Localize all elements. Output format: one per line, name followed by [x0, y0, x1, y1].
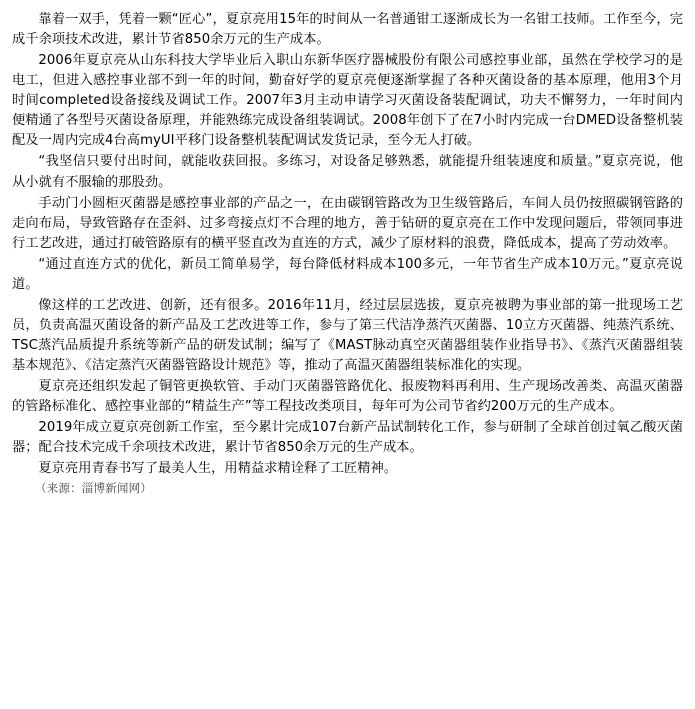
- article-paragraph: 像这样的工艺改进、创新，还有很多。2016年11月，经过层层选拔，夏京亮被聘为事业部的第一批现场工艺员，负责高温灭菌设备的新产品及工艺改进等工作，参与了第三代洁净蒸汽灭菌器、10立方灭菌器、纯蒸汽系统、TSC蒸汽品质提升系统等新产品的研发试制；编写了《MAST脉动真空灭菌器组装作业指导书》、《蒸汽灭菌器组装基本规范》、《洁定蒸汽灭菌器管路设计规范》等，推动了高温灭菌器组装标准化的实现。: [12, 297, 683, 374]
- article-paragraph: 手动门小圆柜灭菌器是感控事业部的产品之一，在由碳钢管路改为卫生级管路后，车间人员仍按照碳钢管路的走向布局，导致管路存在歪斜、过多弯接点灯不合理的地方，善于钻研的夏京亮在工作中发现问题后，带领同事进行工艺改进，通过打破管路原有的横平竖直改为直连的方式，减少了原材料的浪费，降低成本，提高了劳动效率。: [12, 195, 683, 251]
- article-paragraph: 靠着一双手，凭着一颗“匠心”，夏京亮用15年的时间从一名普通钳工逐渐成长为一名钳工技师。工作至今，完成千余项技术改进，累计节省850余万元的生产成本。: [12, 12, 683, 48]
- article-body: [12, 10, 683, 498]
- article-paragraph: 2019年成立夏京亮创新工作室，至今累计完成107台新产品试制转化工作，参与研制了全球首创过氧乙酸灭菌器；配合技术完成千余项技术改进，累计节省850余万元的生产成本。: [12, 420, 683, 456]
- article-source: （来源：淄博新闻网）: [35, 481, 152, 496]
- article-paragraph: “通过直连方式的优化，新员工简单易学，每台降低材料成本100多元，一年节省生产成本10万元。”夏京亮说道。: [12, 256, 683, 292]
- article-paragraph: 夏京亮用青春书写了最美人生，用精益求精诠释了工匠精神。: [38, 461, 398, 477]
- article-paragraph: 夏京亮还组织发起了铜管更换软管、手动门灭菌器管路优化、报废物料再利用、生产现场改善类、高温灭菌器的管路标准化、感控事业部的“精益生产”等工程技改类项目，每年可为公司节省约200万元的生产成本。: [12, 379, 683, 415]
- article-paragraph: “我坚信只要付出时间，就能收获回报。多练习，对设备足够熟悉，就能提升组装速度和质量。”夏京亮说，他从小就有不服输的那股劲。: [12, 154, 683, 190]
- article-paragraph: 2006年夏京亮从山东科技大学毕业后入职山东新华医疗器械股份有限公司感控事业部，虽然在学校学习的是电工，但进入感控事业部不到一年的时间，勤奋好学的夏京亮便逐渐掌握了各种灭菌设备的基本原理，他用3个月时间completed设备接线及调试工作。2007年3月主动申请学习灭菌设备装配调试，功夫不懈努力，一年时间内便精通了各型号灭菌设备原理，并能熟练完成设备组装调试。2008年创下了在7小时内完成一台DMED设备整机装配及一周内完成4台高myUI平移门设备整机装配调试发货记录，至今无人打破。: [12, 53, 683, 149]
